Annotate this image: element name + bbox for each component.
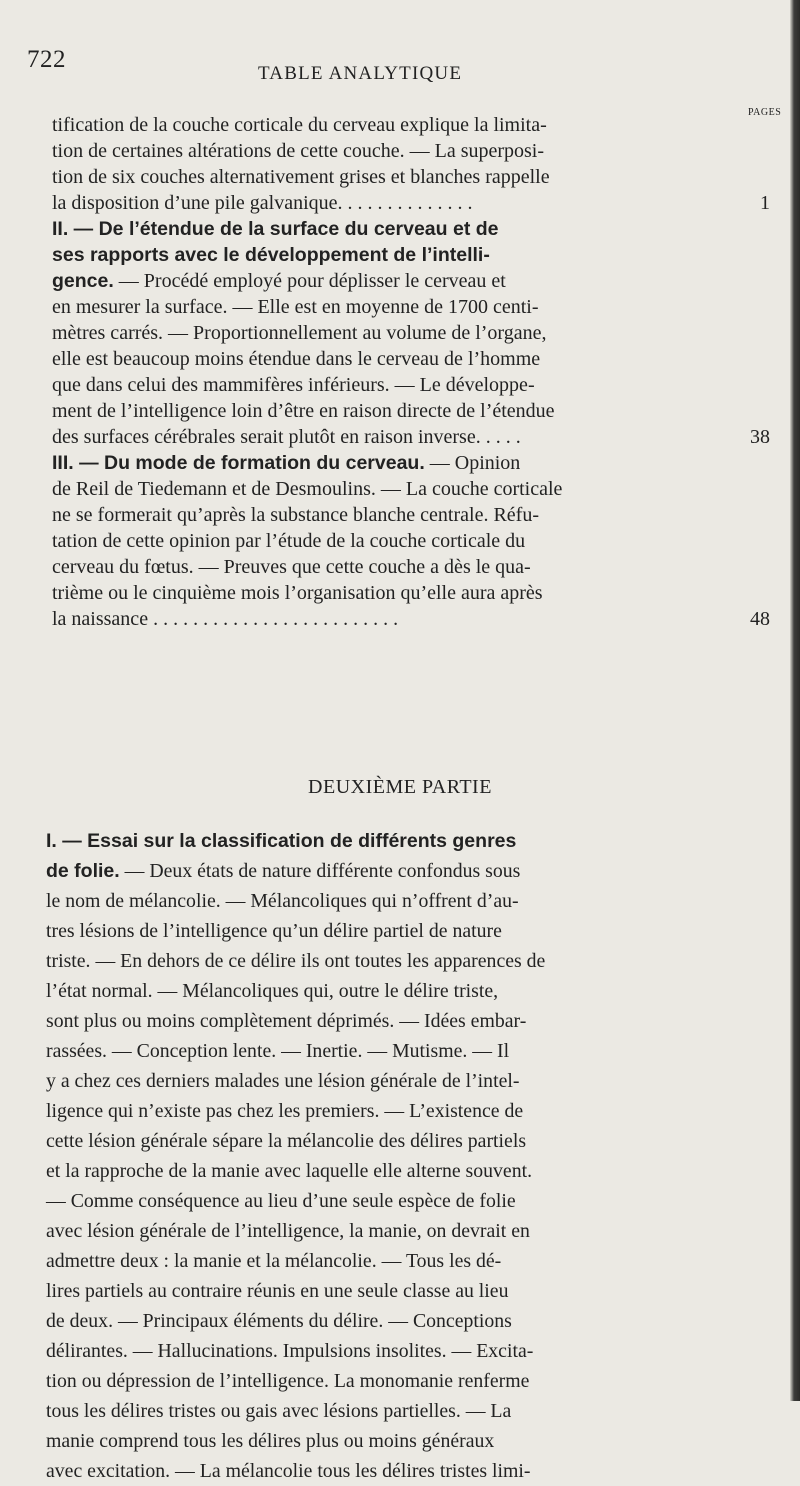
text-line [46,856,782,886]
section-title: De l’étendue de la surface du cerveau et de [98,218,499,240]
text-line: tion ou dépression de l’intelligence. La monomanie renferme [46,1370,530,1392]
text-line: de Reil de Tiedemann et de Desmoulins. — La couche corticale [52,478,563,500]
text-line: cerveau du fœtus. — Preuves que cette couche a dès le qua- [52,556,531,578]
text-span: — Procédé employé pour déplisser le cerveau et [113,270,506,292]
text-line: en mesurer la surface. — Elle est en moyenne de 1700 centi- [52,296,539,318]
text-line: trième ou le cinquième mois l’organisation qu’elle aura après [52,582,543,604]
text-line: le nom de mélancolie. — Mélancoliques qui n’offrent d’au- [46,890,519,912]
page-ref: 48 [750,608,770,630]
text-line: tous les délires tristes ou gais avec lésions partielles. — La [46,1400,512,1422]
text-line: — Comme conséquence au lieu d’une seule espèce de folie [46,1190,516,1212]
dot-leader-line: la naissance . . . . . . . . . . . . . . . . . . . . . . . . . [52,608,399,630]
text-line: ne se formerait qu’après la substance blanche centrale. Réfu- [52,504,539,526]
page-number: 722 [27,46,66,73]
section-title: Essai sur la classification de différents genres [87,830,517,852]
section-title: gence. [52,270,114,292]
second-part-entries [46,805,782,1486]
text-line [52,268,770,294]
section-number: II. — [52,218,99,240]
section-i-heading-line [46,826,782,856]
text-line: que dans celui des mammifères inférieurs. — Le développe- [52,374,535,396]
text-line: triste. — En dehors de ce délire ils ont toutes les apparences de [46,950,546,972]
text-line: tation de cette opinion par l’étude de la couche corticale du [52,530,526,552]
section-title-line [52,242,770,268]
text-line: tres lésions de l’intelligence qu’un délire partiel de nature [46,920,502,942]
page-ref: 1 [760,192,770,214]
text-line: tion de certaines altérations de cette couche. — La superposi- [52,140,545,162]
text-line: lires partiels au contraire réunis en une seule classe au lieu [46,1280,509,1302]
text-line: cette lésion générale sépare la mélancolie des délires partiels [46,1130,527,1152]
text-line: admettre deux : la manie et la mélancolie. — Tous les dé- [46,1250,502,1272]
text-line: et la rapproche de la manie avec laquelle elle alterne souvent. [46,1160,533,1182]
page-edge-shadow [790,0,800,1401]
text-line: l’état normal. — Mélancoliques qui, outre le délire triste, [46,980,499,1002]
text-line: mètres carrés. — Proportionnellement au volume de l’organe, [52,322,547,344]
section-iii-heading-line [52,450,770,476]
text-line: ment de l’intelligence loin d’être en raison directe de l’étendue [52,400,555,422]
text-line: y a chez ces derniers malades une lésion générale de l’intel- [46,1070,520,1092]
part-heading: DEUXIÈME PARTIE [308,776,492,798]
text-line: ligence qui n’existe pas chez les premiers. — L’existence de [46,1100,524,1122]
text-line: avec excitation. — La mélancolie tous les délires tristes limi- [46,1460,531,1482]
section-number: III. — [52,452,105,474]
pages-column-heading: PAGES [748,107,782,118]
text-line: tion de six couches alternativement grises et blanches rappelle [52,166,550,188]
first-part-entries [52,112,770,632]
section-title: ses rapports avec le développement de l’intelli- [52,244,490,266]
text-line: avec lésion générale de l’intelligence, la manie, on devrait en [46,1220,530,1242]
text-line [52,424,770,450]
text-line: rassées. — Conception lente. — Inertie. — Mutisme. — Il [46,1040,510,1062]
page-ref: 38 [750,426,770,448]
text-line [52,190,770,216]
section-ii-heading-line [52,216,770,242]
text-span: — Opinion [424,452,521,474]
text-span: — Deux états de nature différente confondus sous [119,860,521,882]
text-line: tification de la couche corticale du cerveau explique la limita- [52,114,547,136]
dot-leader-line: des surfaces cérébrales serait plutôt en raison inverse. . . . . [52,426,521,448]
section-title: de folie. [46,860,120,882]
text-line: sont plus ou moins complètement déprimés. — Idées embar- [46,1010,527,1032]
text-line: manie comprend tous les délires plus ou moins généraux [46,1430,495,1452]
section-number: I. — [46,830,88,852]
dot-leader-line: la disposition d’une pile galvanique. . . . . . . . . . . . . . [52,192,473,214]
section-title: Du mode de formation du cerveau. [104,452,425,474]
text-line [52,606,770,632]
text-line: elle est beaucoup moins étendue dans le cerveau de l’homme [52,348,541,370]
running-head: TABLE ANALYTIQUE [258,63,463,84]
text-line: de deux. — Principaux éléments du délire. — Conceptions [46,1310,512,1332]
text-line: délirantes. — Hallucinations. Impulsions insolites. — Excita- [46,1340,534,1362]
